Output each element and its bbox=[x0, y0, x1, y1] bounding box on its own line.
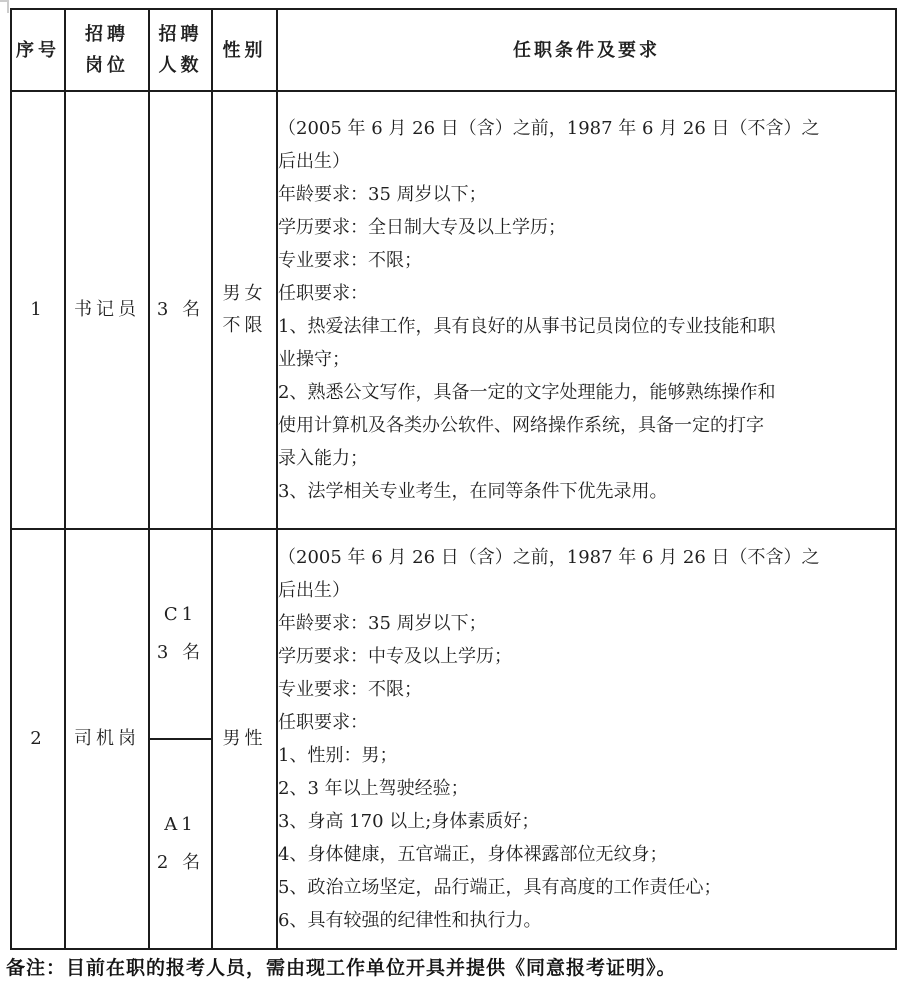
header-serial-number bbox=[11, 9, 65, 91]
requirement-line: 后出生） bbox=[278, 151, 350, 172]
requirement-line: 5、政治立场坚定，品行端正，具有高度的工作责任心； bbox=[278, 877, 722, 898]
requirement-line: 学历要求：全日制大专及以上学历； bbox=[278, 217, 566, 238]
row1-requirements bbox=[277, 91, 896, 529]
row1-serial-number: 1 bbox=[11, 91, 65, 529]
requirement-line: 业操守； bbox=[278, 349, 350, 370]
requirement-line: 4、身体健康，五官端正，身体裸露部位无纹身； bbox=[278, 844, 668, 865]
row2-count-c1: 3 名 bbox=[156, 642, 205, 663]
row2-count-a1: 2 名 bbox=[156, 852, 205, 873]
header-requirements-label: 任职条件及要求 bbox=[513, 39, 660, 61]
row2-license-a1: A1 bbox=[164, 814, 197, 835]
header-gender-label: 性别 bbox=[222, 39, 267, 61]
row2-requirements bbox=[277, 529, 896, 949]
requirement-line: 专业要求：不限； bbox=[278, 679, 422, 700]
requirement-line: 后出生） bbox=[278, 580, 350, 601]
header-position bbox=[65, 9, 149, 91]
requirement-line: 1、热爱法律工作，具有良好的从事书记员岗位的专业技能和职 bbox=[278, 316, 776, 337]
header-position-line2: 岗位 bbox=[85, 55, 129, 76]
header-position-line1: 招聘 bbox=[85, 24, 129, 45]
requirement-line: 6、具有较强的纪律性和执行力。 bbox=[278, 910, 542, 931]
recruitment-table bbox=[10, 8, 897, 950]
table-row bbox=[11, 529, 896, 739]
header-headcount-line2: 人数 bbox=[158, 55, 203, 76]
header-requirements bbox=[277, 9, 896, 91]
requirement-line: 1、性别：男； bbox=[278, 745, 398, 766]
row1-gender bbox=[212, 91, 277, 529]
requirement-line: 学历要求：中专及以上学历； bbox=[278, 646, 512, 667]
requirement-line: 2、3 年以上驾驶经验； bbox=[278, 778, 469, 799]
header-serial-number-label: 序号 bbox=[16, 39, 60, 61]
row2-license-c1: C1 bbox=[163, 604, 198, 625]
requirement-line: 任职要求： bbox=[278, 283, 368, 304]
row1-gender-line1: 男女 bbox=[222, 283, 267, 304]
requirement-line: 3、身高 170 以上;身体素质好； bbox=[278, 811, 540, 832]
header-headcount-line1: 招聘 bbox=[158, 24, 203, 45]
row1-gender-line2: 不限 bbox=[222, 315, 267, 336]
requirement-line: （2005 年 6 月 26 日（含）之前，1987 年 6 月 26 日（不含）之 bbox=[278, 118, 820, 139]
header-headcount bbox=[149, 9, 212, 91]
table-handle-artifact bbox=[0, 0, 9, 13]
row2-serial-number: 2 bbox=[11, 529, 65, 949]
row1-headcount: 3 名 bbox=[149, 91, 212, 529]
row2-headcount-c1 bbox=[149, 529, 212, 739]
requirement-line: 使用计算机及各类办公软件、网络操作系统，具备一定的打字 bbox=[278, 415, 764, 436]
header-gender bbox=[212, 9, 277, 91]
table-header-row bbox=[11, 9, 896, 91]
requirement-line: 年龄要求：35 周岁以下； bbox=[278, 184, 487, 205]
row1-position: 书记员 bbox=[65, 91, 149, 529]
row2-headcount-a1 bbox=[149, 739, 212, 949]
requirement-line: 录入能力； bbox=[278, 448, 368, 469]
requirement-line: 任职要求： bbox=[278, 712, 368, 733]
requirement-line: 年龄要求：35 周岁以下； bbox=[278, 613, 487, 634]
requirement-line: （2005 年 6 月 26 日（含）之前，1987 年 6 月 26 日（不含）之 bbox=[278, 547, 820, 568]
row2-gender: 男性 bbox=[212, 529, 277, 949]
table-row bbox=[11, 91, 896, 529]
remark-note: 备注：目前在职的报考人员，需由现工作单位开具并提供《同意报考证明》。 bbox=[6, 957, 677, 979]
requirement-line: 3、法学相关专业考生，在同等条件下优先录用。 bbox=[278, 481, 668, 502]
requirement-line: 专业要求：不限； bbox=[278, 250, 422, 271]
requirement-line: 2、熟悉公文写作，具备一定的文字处理能力，能够熟练操作和 bbox=[278, 382, 776, 403]
row2-position: 司机岗 bbox=[65, 529, 149, 949]
